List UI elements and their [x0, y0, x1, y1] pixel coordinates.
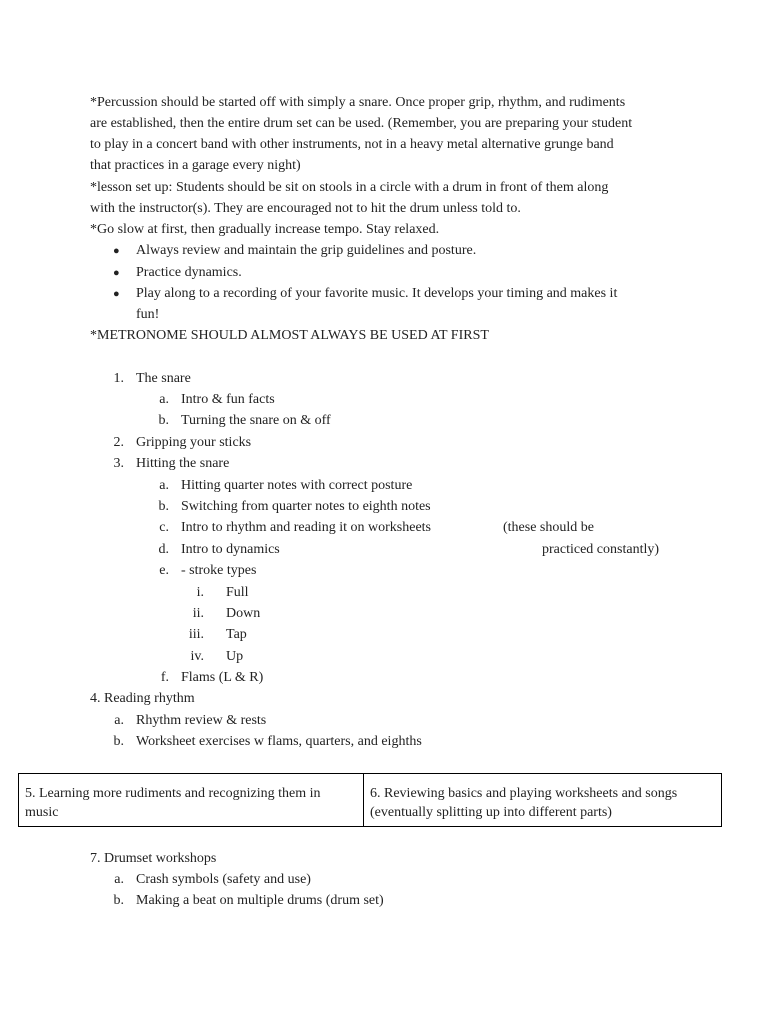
outline-subitem: Rhythm review & rests	[136, 713, 267, 728]
bullet-item: Always review and maintain the grip guidelines and posture.	[136, 243, 477, 258]
outline-subitem: - stroke types	[181, 563, 257, 578]
intro-paragraph-line: *Percussion should be started off with simply a snare. Once proper grip, rhythm, and rudiments	[90, 95, 626, 110]
practice-note-line: (these should be	[503, 520, 594, 535]
outline-letter: a.	[159, 478, 169, 493]
table-cell-learning-rudiments: 5. Learning more rudiments and recognizing them in music	[19, 774, 364, 826]
outline-item: Gripping your sticks	[136, 435, 252, 450]
outline-subitem: Crash symbols (safety and use)	[136, 872, 311, 887]
outline-number: 3.	[113, 456, 124, 471]
outline-item: 4. Reading rhythm	[90, 691, 195, 706]
outline-subitem: Worksheet exercises w flams, quarters, and eighths	[136, 734, 422, 749]
outline-letter: b.	[158, 499, 169, 514]
bullet-item-continuation: fun!	[136, 307, 160, 322]
outline-letter: a.	[159, 392, 169, 407]
bullet-item: Practice dynamics.	[136, 265, 242, 280]
tempo-note: *Go slow at first, then gradually increase tempo. Stay relaxed.	[90, 222, 440, 237]
stroke-type: Full	[226, 585, 249, 600]
outline-subitem: Turning the snare on & off	[181, 413, 331, 428]
outline-subitem: Switching from quarter notes to eighth notes	[181, 499, 431, 514]
outline-letter: f.	[160, 670, 169, 685]
outline-subitem: Intro to dynamics	[181, 542, 280, 557]
bullet-icon: ●	[113, 267, 120, 279]
bullet-icon: ●	[113, 288, 120, 300]
bullet-item: Play along to a recording of your favorite music. It develops your timing and makes it	[136, 286, 618, 301]
bullet-icon: ●	[113, 245, 120, 257]
outline-letter: a.	[114, 713, 124, 728]
outline-letter: b.	[158, 413, 169, 428]
intro-paragraph-line: to play in a concert band with other instruments, not in a heavy metal alternative grunge band	[90, 137, 614, 152]
lesson-table	[18, 773, 722, 827]
outline-subitem: Making a beat on multiple drums (drum set)	[136, 893, 384, 908]
outline-subitem: Intro to rhythm and reading it on worksheets	[181, 520, 432, 535]
outline-number: 1.	[113, 371, 124, 386]
outline-item: The snare	[136, 371, 191, 386]
outline-letter: e.	[159, 563, 169, 578]
outline-letter: b.	[113, 734, 124, 749]
practice-note-line: practiced constantly)	[542, 542, 660, 557]
stroke-type: Down	[226, 606, 261, 621]
stroke-type: Up	[226, 649, 244, 664]
outline-roman: iii.	[188, 627, 204, 642]
outline-subitem: Intro & fun facts	[181, 392, 275, 407]
outline-item: Hitting the snare	[136, 456, 230, 471]
outline-letter: c.	[159, 520, 169, 535]
outline-letter: b.	[113, 893, 124, 908]
lesson-setup-line: *lesson set up: Students should be sit on stools in a circle with a drum in front of them along	[90, 180, 609, 195]
outline-number: 2.	[113, 435, 124, 450]
outline-roman: iv.	[190, 649, 204, 664]
outline-roman: ii.	[192, 606, 204, 621]
outline-subitem: Hitting quarter notes with correct posture	[181, 478, 413, 493]
intro-paragraph-line: are established, then the entire drum set can be used. (Remember, you are preparing your student	[90, 116, 633, 131]
outline-roman: i.	[196, 585, 204, 600]
table-cell-reviewing-basics: 6. Reviewing basics and playing worksheets and songs (eventually splitting up into different parts)	[370, 786, 678, 820]
outline-letter: d.	[158, 542, 169, 557]
intro-paragraph-line: that practices in a garage every night)	[90, 158, 301, 173]
outline-subitem: Flams (L & R)	[181, 670, 264, 685]
outline-item: 7. Drumset workshops	[90, 851, 217, 866]
stroke-type: Tap	[226, 627, 247, 642]
outline-letter: a.	[114, 872, 124, 887]
lesson-setup-line: with the instructor(s). They are encouraged not to hit the drum unless told to.	[90, 201, 521, 216]
metronome-note: *METRONOME SHOULD ALMOST ALWAYS BE USED AT FIRST	[90, 328, 489, 343]
